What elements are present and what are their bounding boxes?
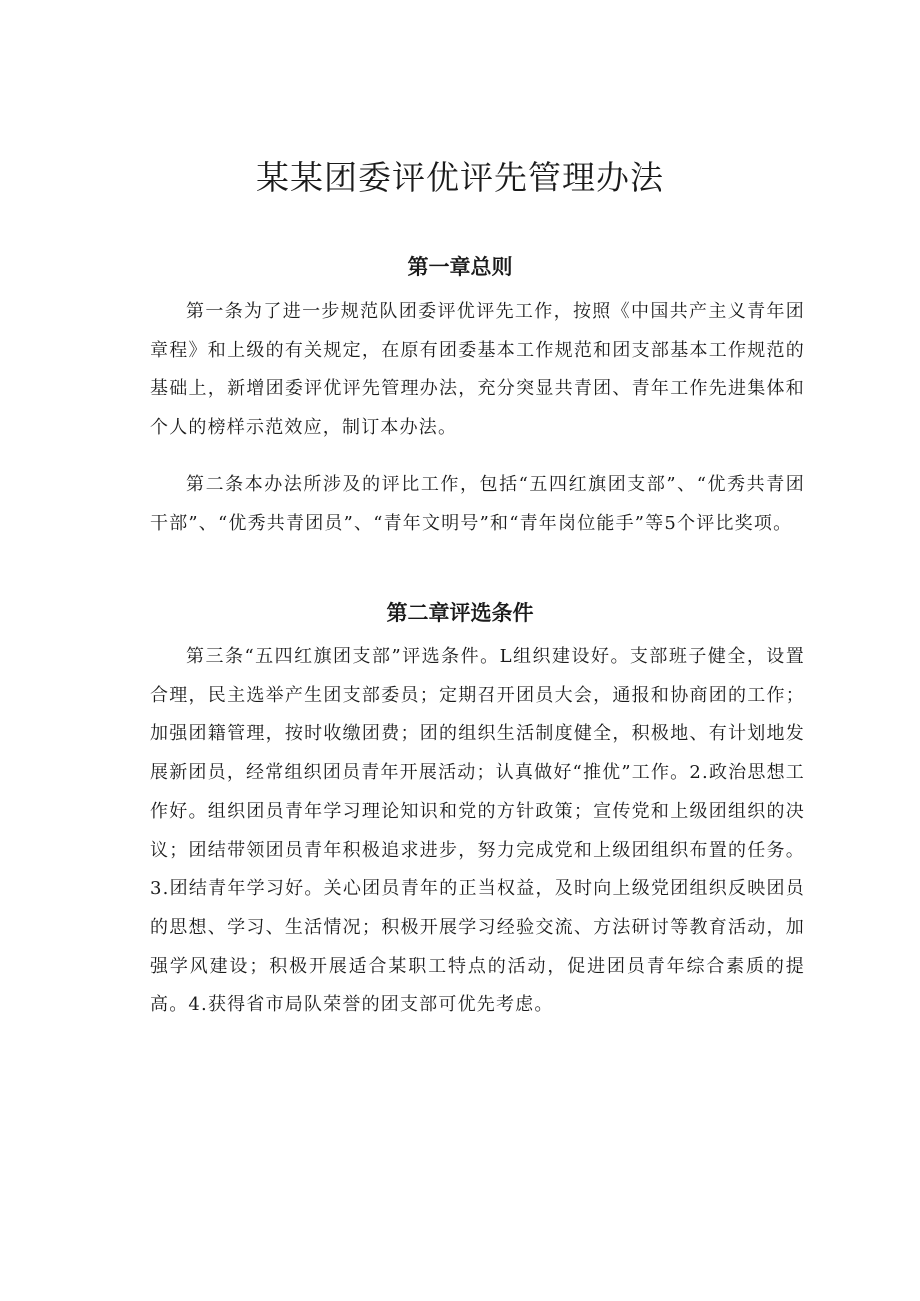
chapter-2-heading: 第二章评选条件 <box>386 601 534 625</box>
chapter-1-heading: 第一章总则 <box>407 255 513 279</box>
article-2-paragraph: 第二条本办法所涉及的评比工作，包括“五四红旗团支部”、“优秀共青团干部”、“优秀共青团员”、“青年文明号”和“青年岗位能手”等5个评比奖项。 <box>150 474 805 534</box>
document-title: 某某团委评优评先管理办法 <box>256 158 664 197</box>
article-3-paragraph: 第三条“五四红旗团支部”评选条件。L组织建设好。支部班子健全，设置合理，民主选举产生团支部委员；定期召开团员大会，通报和协商团的工作；加强团籍管理，按时收缴团费；团的组织生活制度健全，积极地、有计划地发展新团员，经常组织团员青年开展活动；认真做好“推优”工作。2.政治思想工作好。组织团员青年学习理论知识和党的方针政策；宣传党和上级团组织的决议；团结带领团员青年积极追求进步，努力完成党和上级团组织布置的任务。3.团结青年学习好。关心团员青年的正当权益，及时向上级党团组织反映团员的思想、学习、生活情况；积极开展学习经验交流、方法研讨等教育活动，加强学风建设；积极开展适合某职工特点的活动，促进团员青年综合素质的提高。4.获得省市局队荣誉的团支部可优先考虑。 <box>150 646 805 1016</box>
article-1-paragraph: 第一条为了进一步规范队团委评优评先工作，按照《中国共产主义青年团章程》和上级的有关规定，在原有团委基本工作规范和团支部基本工作规范的基础上，新增团委评优评先管理办法，充分突显共青团、青年工作先进集体和个人的榜样示范效应，制订本办法。 <box>150 301 805 439</box>
